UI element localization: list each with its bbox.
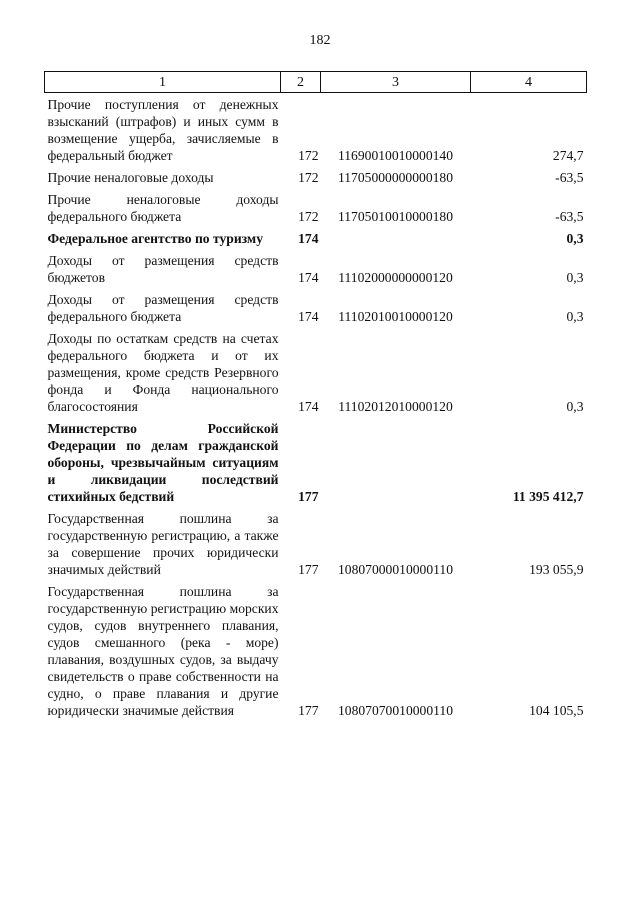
row-chapter: 174 [298,270,319,285]
row-chapter: 174 [298,231,319,246]
row-code: 11705010010000180 [337,209,454,224]
row-name: Прочие поступления от денежных взысканий (штрафов) и иных сумм в возмещение ущерба, зачисляемые в федеральный бюджет [47,97,279,163]
row-code [321,227,471,249]
row-code: 10807070010000110 [337,703,454,718]
row-name: Государственная пошлина за государственную регистрацию, а также за совершение прочих юридически значимых действий [47,511,279,577]
row-name: Доходы от размещения средств бюджетов [47,253,279,285]
row-name: Министерство Российской Федерации по делам гражданской обороны, чрезвычайным ситуациям и ликвидации последствий стихийных бедствий [47,421,279,504]
row-chapter: 177 [298,703,319,718]
row-name: Прочие неналоговые доходы [47,170,214,185]
table-row [45,327,587,417]
row-code: 11102010010000120 [338,309,453,324]
row-chapter: 174 [298,309,319,324]
row-code: 11690010010000140 [337,148,454,163]
table-row [45,507,587,580]
column-header-3: 3 [321,72,471,93]
table-row [45,188,587,227]
row-chapter: 174 [298,399,319,414]
table-row [45,580,587,721]
page-number: 182 [309,33,331,48]
row-code [321,417,471,507]
row-amount: 274,7 [552,148,584,163]
row-amount: 0,3 [566,270,584,285]
table-header-row [45,72,587,93]
table-row [45,417,587,507]
column-header-1: 1 [45,72,281,93]
row-name: Государственная пошлина за государственную регистрацию морских судов, судов внутреннего плавания, судов смешанного (река - море) плавания, воздушных судов, за выдачу свидетельств о праве собственности на судно, о праве плавания и другие юридически значимые действия [47,584,279,718]
table-row [45,166,587,188]
row-code: 11102000000000120 [338,270,453,285]
row-name: Прочие неналоговые доходы федерального бюджета [47,192,279,224]
row-amount: -63,5 [555,209,584,224]
row-amount: 193 055,9 [529,562,584,577]
row-code: 11102012010000120 [338,399,453,414]
table-row [45,249,587,288]
row-amount: 0,3 [566,231,584,246]
table-body [45,93,587,722]
row-name: Доходы по остаткам средств на счетах федерального бюджета и от их размещения, кроме средств Резервного фонда и Фонда национального благосостояния [47,331,279,414]
table-row [45,93,587,167]
budget-table [44,71,587,721]
row-name: Доходы от размещения средств федерального бюджета [47,292,279,324]
row-code: 11705000000000180 [337,170,454,185]
row-chapter: 177 [298,489,319,504]
row-code: 10807000010000110 [337,562,454,577]
row-amount: 11 395 412,7 [512,489,584,504]
row-chapter: 172 [298,170,319,185]
row-chapter: 172 [298,209,319,224]
row-amount: -63,5 [555,170,584,185]
column-header-4: 4 [471,72,587,93]
table-row [45,288,587,327]
row-name: Федеральное агентство по туризму [47,231,263,246]
row-amount: 0,3 [566,399,584,414]
row-chapter: 177 [298,562,319,577]
row-chapter: 172 [298,148,319,163]
row-amount: 0,3 [566,309,584,324]
table-row [45,227,587,249]
column-header-2: 2 [281,72,321,93]
row-amount: 104 105,5 [529,703,584,718]
